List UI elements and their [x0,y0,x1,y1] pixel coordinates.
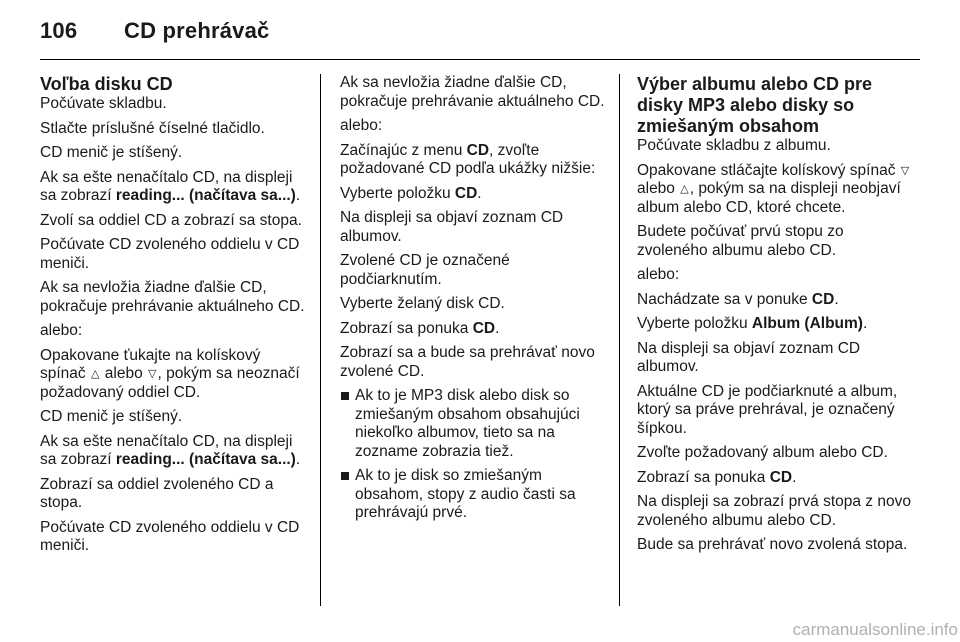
paragraph: Počúvate CD zvoleného oddielu v CD meniči. [40,236,300,272]
paragraph: Na displeji sa objaví zoznam CD albumov. [637,339,861,375]
column-2 [340,74,608,529]
section-heading-cd-selection: Voľba disku CD [40,74,173,94]
column-divider-2 [619,74,620,606]
page-title: CD prehrávač [124,18,270,43]
paragraph: Zobrazí sa oddiel zvoleného CD a stopa. [40,475,274,511]
paragraph: Zobrazí sa ponuka CD. [340,319,500,337]
paragraph: CD menič je stíšený. [40,144,183,161]
paragraph: Zobrazí sa ponuka CD. [637,468,797,486]
watermark: carmanualsonline.info [792,620,958,639]
rocker-down-icon: ▽ [900,164,910,177]
paragraph: alebo: [340,117,383,134]
paragraph: Ak sa nevložia žiadne ďalšie CD, pokračuje prehrávanie aktuálneho CD. [340,74,605,110]
paragraph: CD menič je stíšený. [40,408,183,425]
paragraph: Zobrazí sa a bude sa prehrávať novo zvolené CD. [340,344,595,380]
rocker-down-icon: ▽ [148,368,157,380]
paragraph: Budete počúvať prvú stopu zo zvoleného albumu alebo CD. [637,223,844,259]
paragraph: Ak sa nevložia žiadne ďalšie CD, pokračuje prehrávanie aktuálneho CD. [40,279,305,315]
paragraph: Na displeji sa zobrazí prvá stopa z novo zvoleného albumu alebo CD. [637,493,911,529]
bullet-square-icon [341,392,349,400]
paragraph: Bude sa prehrávať novo zvolená stopa. [637,536,908,553]
paragraph: Vyberte položku CD. [340,184,482,202]
column-divider-1 [320,74,321,606]
paragraph: Počúvate skladbu z albumu. [637,137,831,154]
paragraph: Počúvate CD zvoleného oddielu v CD meniči. [40,518,300,554]
paragraph: Vyberte položku Album (Album). [637,315,868,332]
paragraph: Začínajúc z menu CD, zvoľte požadované CD podľa ukážky nižšie: [340,141,596,177]
section-heading-album-selection: Výber albumu alebo CD pre disky MP3 alebo disky so zmiešaným obsahom [637,74,873,136]
paragraph: Na displeji sa objaví zoznam CD albumov. [340,209,564,245]
paragraph: Zvolené CD je označené podčiarknutím. [340,252,510,288]
paragraph: Ak sa ešte nenačítalo CD, na displeji sa zobrazí reading... (načítava sa...). [40,432,301,468]
paragraph: alebo: [40,322,83,339]
column-1 [40,74,308,562]
column-3 [637,74,917,561]
rocker-up-icon: △ [90,368,100,380]
paragraph: Opakovane ťukajte na kolískový spínač △ alebo ▽, pokým sa neoznačí požadovaný oddiel CD. [40,346,300,401]
list-item: Ak to je MP3 disk alebo disk so zmiešaným obsahom obsahujúci niekoľko albumov, tieto sa na zozname zobrazia tiež. [340,387,608,461]
page-header [40,18,920,48]
paragraph: Opakovane stláčajte kolískový spínač ▽ alebo △, pokým sa na displeji neobjaví album alebo CD, ktoré chcete. [637,161,910,216]
paragraph: Počúvate skladbu. [40,95,167,112]
paragraph: Stlačte príslušné číselné tlačidlo. [40,119,265,137]
bullet-square-icon [341,472,349,480]
rocker-up-icon: △ [680,183,689,195]
paragraph: Ak sa ešte nenačítalo CD, na displeji sa zobrazí reading... (načítava sa...). [40,168,301,204]
header-rule [40,59,920,60]
bullet-list [340,387,608,523]
paragraph: Zvolí sa oddiel CD a zobrazí sa stopa. [40,211,302,229]
list-item: Ak to je disk so zmiešaným obsahom, stopy z audio časti sa prehrávajú prvé. [340,467,608,523]
paragraph: alebo: [637,266,680,283]
paragraph: Vyberte želaný disk CD. [340,295,505,312]
paragraph: Aktuálne CD je podčiarknuté a album, ktorý sa práve prehrával, je označený šípkou. [637,382,898,437]
page-number: 106 [40,18,78,43]
paragraph: Zvoľte požadovaný album alebo CD. [637,444,888,461]
paragraph: Nachádzate sa v ponuke CD. [637,290,839,308]
